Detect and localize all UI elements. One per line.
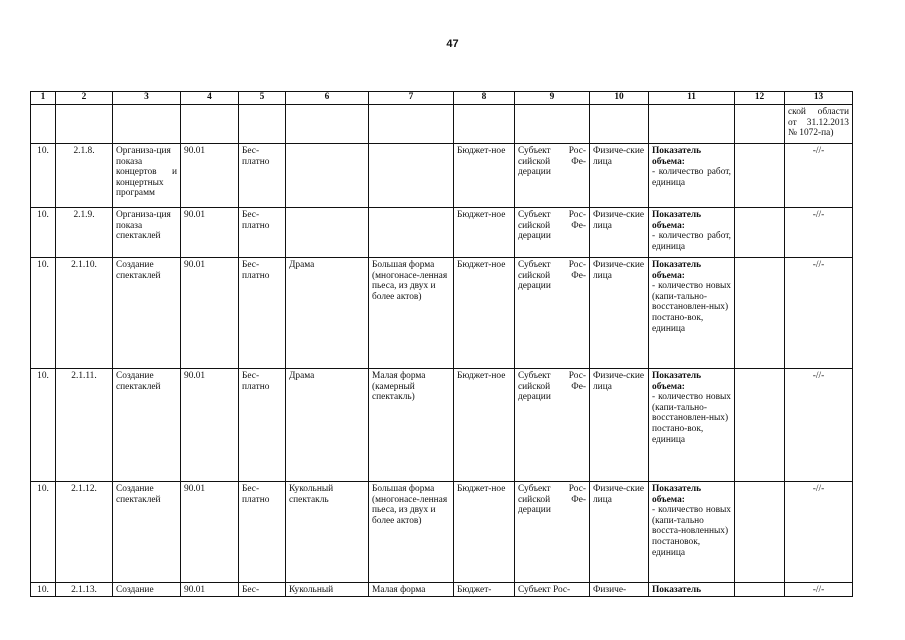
indicator-text: - количество новых (капи-тально-восстановлен-ных) постано-вок, единица	[652, 392, 731, 445]
quality-cell	[735, 583, 785, 597]
okved-cell: 90.01	[181, 208, 239, 258]
institution-type-cell: Бюджет-ное	[454, 482, 515, 583]
content-cell: Драма	[286, 258, 369, 369]
payment-cell: Бес-платно	[239, 369, 286, 482]
indicator-title: Показатель объема:	[652, 146, 702, 167]
table-row	[31, 369, 853, 482]
service-name-cell: Создание спектаклей	[113, 369, 181, 482]
payment-cell: Бес-платно	[239, 482, 286, 583]
content-cell	[286, 144, 369, 208]
row-number-cell: 10.	[31, 144, 56, 208]
column-header-6: 6	[286, 92, 369, 105]
quality-cell	[735, 208, 785, 258]
code-cell: 2.1.9.	[56, 208, 113, 258]
row-number-cell: 10.	[31, 258, 56, 369]
row-number-cell: 10.	[31, 208, 56, 258]
form-cell	[369, 208, 454, 258]
recipients-cell: Физиче-	[590, 583, 649, 597]
indicator-title: Показатель объема:	[652, 210, 702, 231]
indicator-title: Показатель объема:	[652, 371, 702, 392]
code-cell: 2.1.12.	[56, 482, 113, 583]
recipients-cell: Физиче-ские лица	[590, 258, 649, 369]
institution-type-cell: Бюджет-	[454, 583, 515, 597]
indicator-text: - количество работ, единица	[652, 231, 731, 252]
indicator-title: Показатель	[652, 585, 702, 595]
column-header-13: 13	[785, 92, 853, 105]
basis-cell: -//-	[785, 369, 853, 482]
indicator-cell	[649, 144, 735, 208]
content-cell	[286, 208, 369, 258]
indicator-cell	[649, 369, 735, 482]
recipients-cell: Физиче-ские лица	[590, 144, 649, 208]
basis-cell: -//-	[785, 583, 853, 597]
continuation-row	[31, 105, 853, 144]
table-row	[31, 258, 853, 369]
service-name-cell: Создание	[113, 583, 181, 597]
indicator-cell	[649, 258, 735, 369]
page-number: 47	[446, 38, 459, 50]
service-name-cell: Создание спектаклей	[113, 482, 181, 583]
column-header-9: 9	[515, 92, 590, 105]
basis-cell: -//-	[785, 258, 853, 369]
founder-cell: Субъект Рос-сийской Фе-дерации	[515, 258, 590, 369]
row-number-cell: 10.	[31, 369, 56, 482]
table-row	[31, 144, 853, 208]
indicator-cell	[649, 583, 735, 597]
payment-cell: Бес-платно	[239, 144, 286, 208]
column-header-4: 4	[181, 92, 239, 105]
okved-cell: 90.01	[181, 258, 239, 369]
content-cell: Кукольный	[286, 583, 369, 597]
table-row	[31, 482, 853, 583]
column-header-12: 12	[735, 92, 785, 105]
form-cell: Большая форма (многонасе-ленная пьеса, из двух и более актов)	[369, 482, 454, 583]
content-cell: Кукольный спектакль	[286, 482, 369, 583]
column-header-2: 2	[56, 92, 113, 105]
code-cell: 2.1.8.	[56, 144, 113, 208]
basis-cell: -//-	[785, 208, 853, 258]
institution-type-cell: Бюджет-ное	[454, 208, 515, 258]
column-header-8: 8	[454, 92, 515, 105]
quality-cell	[735, 144, 785, 208]
okved-cell: 90.01	[181, 583, 239, 597]
column-header-1: 1	[31, 92, 56, 105]
code-cell: 2.1.13.	[56, 583, 113, 597]
code-cell: 2.1.10.	[56, 258, 113, 369]
content-cell: Драма	[286, 369, 369, 482]
column-header-10: 10	[590, 92, 649, 105]
indicator-cell	[649, 208, 735, 258]
recipients-cell: Физиче-ские лица	[590, 369, 649, 482]
services-table	[30, 91, 853, 597]
table-row	[31, 583, 853, 597]
recipients-cell: Физиче-ские лица	[590, 208, 649, 258]
payment-cell: Бес-платно	[239, 208, 286, 258]
continuation-note: ской области от 31.12.2013 № 1072-па)	[785, 105, 853, 144]
form-cell: Малая форма (камерный спектакль)	[369, 369, 454, 482]
payment-cell: Бес-	[239, 583, 286, 597]
quality-cell	[735, 482, 785, 583]
indicator-text: - количество новых (капи-тально-восстановлен-ных) постано-вок, единица	[652, 281, 731, 334]
quality-cell	[735, 258, 785, 369]
service-name-cell: Создание спектаклей	[113, 258, 181, 369]
founder-cell: Субъект Рос-сийской Фе-дерации	[515, 369, 590, 482]
service-name-cell: Организа-ция показа спектаклей	[113, 208, 181, 258]
okved-cell: 90.01	[181, 144, 239, 208]
indicator-title: Показатель объема:	[652, 484, 702, 505]
column-header-7: 7	[369, 92, 454, 105]
indicator-text: - количество работ, единица	[652, 167, 731, 188]
okved-cell: 90.01	[181, 482, 239, 583]
indicator-text: - количество новых (капи-тально восста-новленных) постановок, единица	[652, 505, 731, 558]
institution-type-cell: Бюджет-ное	[454, 369, 515, 482]
service-name-cell: Организа-ция показа концертов и концертных программ	[113, 144, 181, 208]
basis-cell: -//-	[785, 482, 853, 583]
form-cell: Малая форма	[369, 583, 454, 597]
form-cell: Большая форма (многонасе-ленная пьеса, из двух и более актов)	[369, 258, 454, 369]
row-number-cell: 10.	[31, 482, 56, 583]
quality-cell	[735, 369, 785, 482]
basis-cell: -//-	[785, 144, 853, 208]
founder-cell: Субъект Рос-сийской Фе-дерации	[515, 208, 590, 258]
indicator-title: Показатель объема:	[652, 260, 702, 281]
column-header-5: 5	[239, 92, 286, 105]
okved-cell: 90.01	[181, 369, 239, 482]
institution-type-cell: Бюджет-ное	[454, 258, 515, 369]
row-number-cell: 10.	[31, 583, 56, 597]
founder-cell: Субъект Рос-	[515, 583, 590, 597]
founder-cell: Субъект Рос-сийской Фе-дерации	[515, 144, 590, 208]
table-row	[31, 208, 853, 258]
form-cell	[369, 144, 454, 208]
indicator-cell	[649, 482, 735, 583]
column-header-11: 11	[649, 92, 735, 105]
founder-cell: Субъект Рос-сийской Фе-дерации	[515, 482, 590, 583]
recipients-cell: Физиче-ские лица	[590, 482, 649, 583]
header-row	[31, 92, 853, 105]
payment-cell: Бес-платно	[239, 258, 286, 369]
institution-type-cell: Бюджет-ное	[454, 144, 515, 208]
code-cell: 2.1.11.	[56, 369, 113, 482]
column-header-3: 3	[113, 92, 181, 105]
